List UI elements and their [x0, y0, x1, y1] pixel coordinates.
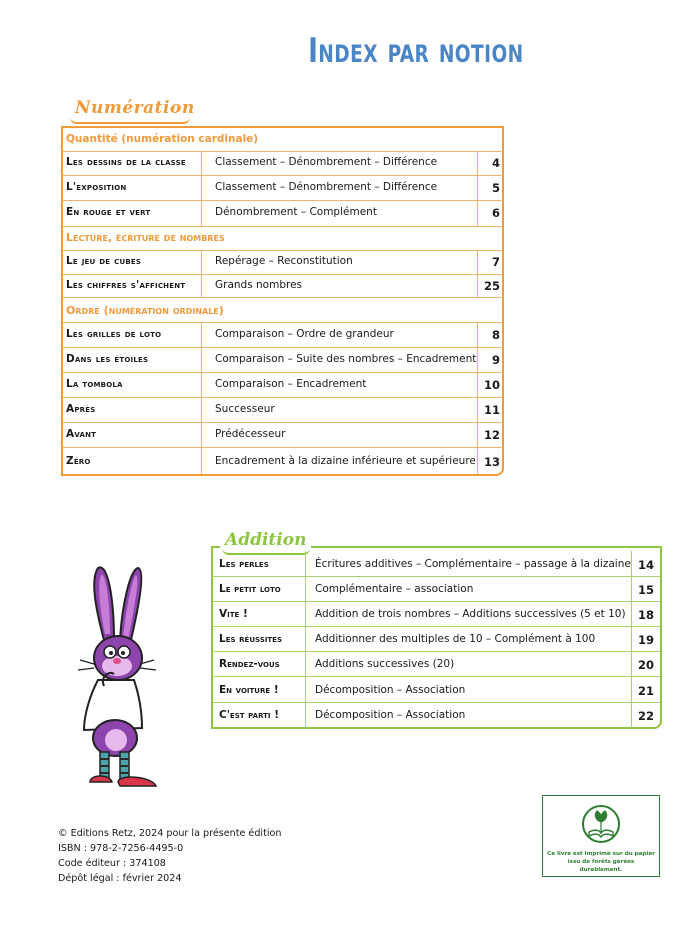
- activity-notions: Complémentaire – association: [315, 583, 474, 595]
- legal-notice: [58, 826, 281, 886]
- page-title: Index par notion: [308, 31, 524, 71]
- activity-notions: Additions successives (20): [315, 658, 455, 670]
- page-number: 14: [637, 558, 654, 572]
- activity-name: Rendez-vous: [219, 658, 280, 670]
- activity-notions: Comparaison – Ordre de grandeur: [215, 328, 394, 340]
- activity-name: En rouge et vert: [66, 206, 151, 218]
- activity-name: Le jeu de cubes: [66, 255, 142, 267]
- activity-notions: Comparaison – Encadrement: [215, 378, 367, 390]
- column-divider: [201, 322, 202, 474]
- activity-notions: Additionner des multiples de 10 – Complément à 100: [315, 633, 596, 645]
- addition-label: Addition: [220, 530, 311, 550]
- numeration-label-underline: [70, 117, 190, 124]
- activity-notions: Écritures additives – Complémentaire – passage à la dizaine: [315, 558, 631, 570]
- activity-name: Les dessins de la classe: [66, 156, 186, 168]
- activity-notions: Décomposition – Association: [315, 709, 466, 721]
- activity-name: Dans les étoiles: [66, 353, 149, 365]
- page-number: 8: [491, 328, 500, 342]
- isbn-line: ISBN : 978-2-7256-4495-0: [58, 843, 184, 854]
- page-number: 25: [483, 279, 500, 293]
- activity-name: La tombola: [66, 378, 123, 390]
- activity-notions: Classement – Dénombrement – Différence: [215, 181, 438, 193]
- legal-deposit-line: Dépôt légal : février 2024: [58, 873, 182, 884]
- activity-name: C'est parti !: [219, 709, 279, 721]
- eco-label-line2: issu de forêts gérées durablement.: [567, 859, 635, 873]
- column-divider: [477, 322, 478, 474]
- activity-name: Zéro: [66, 455, 91, 467]
- page-number: 11: [483, 403, 500, 417]
- section-heading: Lecture, écriture de nombres: [66, 231, 225, 244]
- eco-paper-label: [542, 795, 660, 877]
- activity-name: En voiture !: [219, 684, 279, 696]
- activity-name: Le petit loto: [219, 583, 281, 595]
- eco-label-line1: Ce livre est imprimé sur du papier: [547, 851, 655, 857]
- activity-notions: Décomposition – Association: [315, 684, 466, 696]
- page-number: 15: [637, 583, 654, 597]
- page-number: 20: [637, 658, 654, 672]
- page-number: 5: [491, 181, 500, 195]
- activity-name: Vite !: [219, 608, 248, 620]
- activity-name: Les perles: [219, 558, 269, 570]
- activity-notions: Dénombrement – Complément: [215, 206, 377, 218]
- activity-name: Après: [66, 403, 96, 415]
- column-divider: [201, 151, 202, 226]
- activity-notions: Addition de trois nombres – Additions successives (5 et 10): [315, 608, 626, 620]
- page-number: 4: [491, 156, 500, 170]
- page-number: 18: [637, 608, 654, 622]
- numeration-table: [61, 126, 504, 476]
- rabbit-illustration: [60, 560, 170, 800]
- page-number: 19: [637, 633, 654, 647]
- page-number: 9: [491, 353, 500, 367]
- publisher-code-line: Code éditeur : 374108: [58, 858, 166, 869]
- tree-book-icon: [581, 804, 621, 844]
- page-number: 12: [483, 428, 500, 442]
- section-heading: Quantité (numération cardinale): [66, 133, 259, 145]
- page-number: 22: [637, 709, 654, 723]
- page-number: 13: [483, 455, 500, 469]
- activity-notions: Comparaison – Suite des nombres – Encadrement: [215, 353, 477, 365]
- page-number: 21: [637, 684, 654, 698]
- activity-notions: Prédécesseur: [215, 428, 286, 440]
- activity-name: Les grilles de loto: [66, 328, 162, 340]
- activity-notions: Successeur: [215, 403, 275, 415]
- page-number: 6: [491, 206, 500, 220]
- copyright-line: © Editions Retz, 2024 pour la présente édition: [58, 828, 282, 839]
- activity-name: L'exposition: [66, 181, 127, 193]
- page-number: 7: [491, 255, 500, 269]
- page-number: 10: [483, 378, 500, 392]
- activity-name: Les chiffres s'affichent: [66, 279, 186, 291]
- numeration-label: Numération: [70, 98, 200, 118]
- activity-name: Avant: [66, 428, 97, 440]
- activity-notions: Repérage – Reconstitution: [215, 255, 353, 267]
- activity-name: Les réussites: [219, 633, 282, 645]
- activity-notions: Classement – Dénombrement – Différence: [215, 156, 438, 168]
- activity-notions: Grands nombres: [215, 279, 303, 291]
- activity-notions: Encadrement à la dizaine inférieure et supérieure: [215, 455, 476, 467]
- section-heading: Ordre (numération ordinale): [66, 304, 224, 317]
